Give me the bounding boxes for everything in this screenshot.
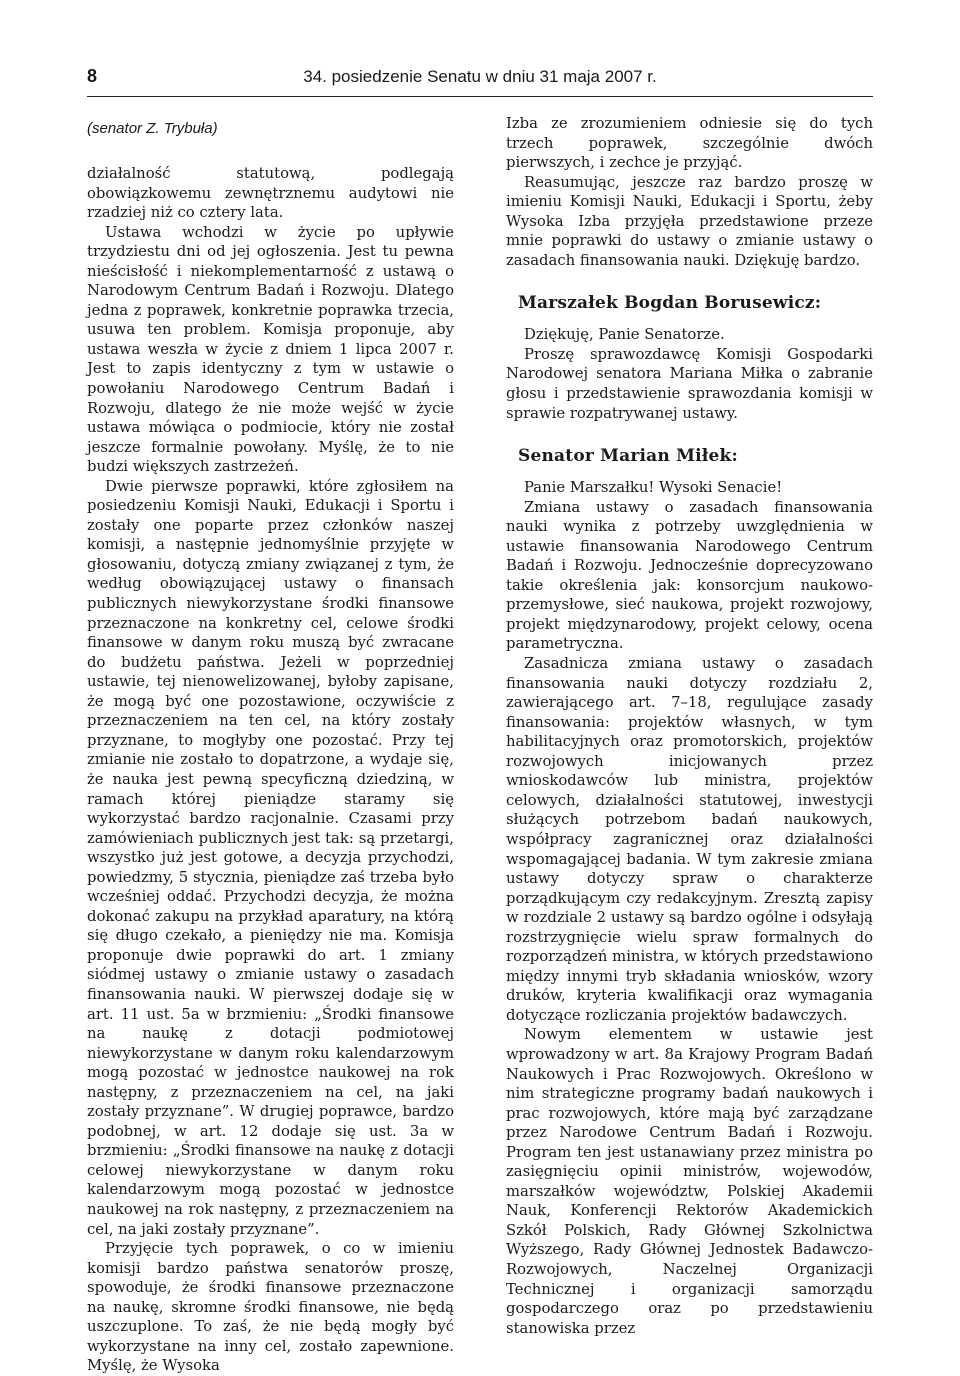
speaker-heading: Senator Marian Miłek: [518, 446, 738, 467]
paragraph: Zasadnicza zmiana ustawy o zasadach finansowania nauki dotyczy rozdziału 2, zawierającego art. 7–18, regulujące zasady finansowania: projektów własnych, w tym habilitacyjnych oraz promotorskich, projektów rozwojowych inicjowanych przez wnioskodawców lub ministra, projektów celowych, działalności statutowej, inwestycji służących potrzebom badań naukowych, współpracy zagranicznej oraz działalności wspomagającej badania. W tym zakresie zmiana ustawy dotyczy spraw o charakterze porządkującym czy redakcyjnym. Zresztą zapisy w rozdziale 2 ustawy są bardzo ogólne i odsyłają rozstrzygnięcie wielu spraw formalnych do rozporządzeń ministra, w których przedstawiono między innymi tryb składania wniosków, wzory druków, kryteria kwalifikacji oraz wymagania dotyczące rozliczania projektów badawczych. [506, 655, 873, 1024]
paragraph: Izba ze zrozumieniem odniesie się do tych trzech poprawek, szczególnie dwóch pierwszych, i zechce je przyjąć. [506, 115, 873, 172]
page-header [87, 62, 873, 97]
left-column [87, 114, 454, 1376]
paragraph: Nowym elementem w ustawie jest wprowadzony w art. 8a Krajowy Program Badań Naukowych i Prac Rozwojowych. Określono w nim strategiczne programy badań naukowych i prac rozwojowych, które mają być zarządzane przez Narodowe Centrum Badań i Rozwoju. Program ten jest ustanawiany przez ministra po zasięgnięciu opinii ministrów, wojewodów, marszałków województw, Polskiej Akademii Nauk, Konferencji Rektorów Akademickich Szkół Polskich, Rady Głównej Szkolnictwa Wyższego, Rady Głównej Jednostek Badawczo-Rozwojowych, Naczelnej Organizacji Technicznej i organizacji samorządu gospodarczego oraz po przedstawieniu stanowiska przez [506, 1026, 873, 1337]
paragraph: działalność statutową, podlegają obowiązkowemu zewnętrznemu audytowi nie rzadziej niż co cztery lata. [87, 165, 454, 222]
paragraph: Proszę sprawozdawcę Komisji Gospodarki Narodowej senatora Mariana Miłka o zabranie głosu i przedstawienie sprawozdania komisji w sprawie rozpatrywanej ustawy. [506, 345, 873, 422]
right-column [506, 114, 873, 1338]
paragraph: Dwie pierwsze poprawki, które zgłosiłem na posiedzeniu Komisji Nauki, Edukacji i Sportu i zostały one poparte przez członków naszej komisji, a następnie jednomyślnie przyjęte w głosowaniu, dotyczą zmiany związanej z tym, że według obowiązującej ustawy o finansach publicznych niewykorzystane środki finansowe przeznaczone na konkretny cel, celowe środki finansowe w danym roku muszą być zwracane do budżetu państwa. Jeżeli w poprzedniej ustawie, tej nienowelizowanej, byłoby zapisane, że mogą być one pozostawione, oczywiście z przeznaczeniem na ten cel, na który zostały przyznane, to mogłyby one pozostać. Przy tej zmianie nie zostało to dopatrzone, a wydaje się, że nauka jest pewną specyficzną dziedziną, w ramach której pieniądze staramy się wykorzystać bardzo racjonalnie. Czasami przy zamówieniach publicznych jest tak: są przetargi, wszystko już jest gotowe, a decyzja przychodzi, powiedzmy, 5 stycznia, pieniądze zaś trzeba było wcześniej oddać. Przychodzi decyzja, że można dokonać zakupu na przykład aparatury, na którą się długo czekało, a pieniędzy nie ma. Komisja proponuje dwie poprawki do art. 1 zmiany siódmej ustawy o zmianie ustawy o zasadach finansowania nauki. W pierwszej dodaje się w art. 11 ust. 5a w brzmieniu: „Środki finansowe na naukę z dotacji podmiotowej niewykorzystane w danym roku kalendarzowym mogą pozostać w jednostce naukowej na rok następny, z przeznaczeniem na cel, na jaki zostały przyznane”. W drugiej poprawce, bardzo podobnej, w art. 12 dodaje się ust. 3a w brzmieniu: „Środki finansowe na naukę z dotacji celowej niewykorzystane w danym roku kalendarzowym mogą pozostać w jednostce naukowej na rok następny, z przeznaczeniem na cel, na jaki zostały przyznane”. [87, 477, 454, 1238]
header-title: 34. posiedzenie Senatu w dniu 31 maja 2007 r. [303, 67, 657, 86]
paragraph: Dziękuję, Panie Senatorze. [524, 326, 725, 344]
paragraph: Zmiana ustawy o zasadach finansowania nauki wynika z potrzeby uwzględnienia w ustawie finansowania Narodowego Centrum Badań i Rozwoju. Jednocześnie doprecyzowano takie określenia jak: konsorcjum naukowo-przemysłowe, sieć naukowa, projekt rozwojowy, projekt międzynarodowy, projekt celowy, ocena parametryczna. [506, 498, 873, 653]
speaker-attribution: (senator Z. Trybuła) [87, 120, 218, 137]
paragraph: Przyjęcie tych poprawek, o co w imieniu komisji bardzo państwa senatorów proszę, spowoduje, że środki finansowe przeznaczone na naukę, skromne środki finansowe, nie będą uszczuplone. To zaś, że nie będą mogły być wykorzystane na inny cel, zostało zapewnione. Myślę, że Wysoka [87, 1240, 454, 1375]
paragraph: Ustawa wchodzi w życie po upływie trzydziestu dni od jej ogłoszenia. Jest tu pewna nieścisłość i niekomplementarność z ustawą o Narodowym Centrum Badań i Rozwoju. Dlatego jedna z poprawek, konkretnie poprawka trzecia, usuwa ten problem. Komisja proponuje, aby ustawa weszła w życie z dniem 1 lipca 2007 r. Jest to zapis identyczny z tym w ustawie o powołaniu Narodowego Centrum Badań i Rozwoju, dlatego że nie może wejść w życie ustawa mówiąca o podmiocie, który nie został jeszcze formalnie powołany. Myślę, że to nie budzi większych zastrzeżeń. [87, 223, 454, 476]
speaker-heading: Marszałek Bogdan Borusewicz: [518, 293, 822, 314]
paragraph: Reasumując, jeszcze raz bardzo proszę w imieniu Komisji Nauki, Edukacji i Sportu, żeby Wysoka Izba przyjęła przedstawione przeze mnie poprawki do ustawy o zmianie ustawy o zasadach finansowania nauki. Dziękuję bardzo. [506, 173, 873, 269]
page-number: 8 [87, 66, 98, 86]
paragraph: Panie Marszałku! Wysoki Senacie! [524, 479, 783, 497]
